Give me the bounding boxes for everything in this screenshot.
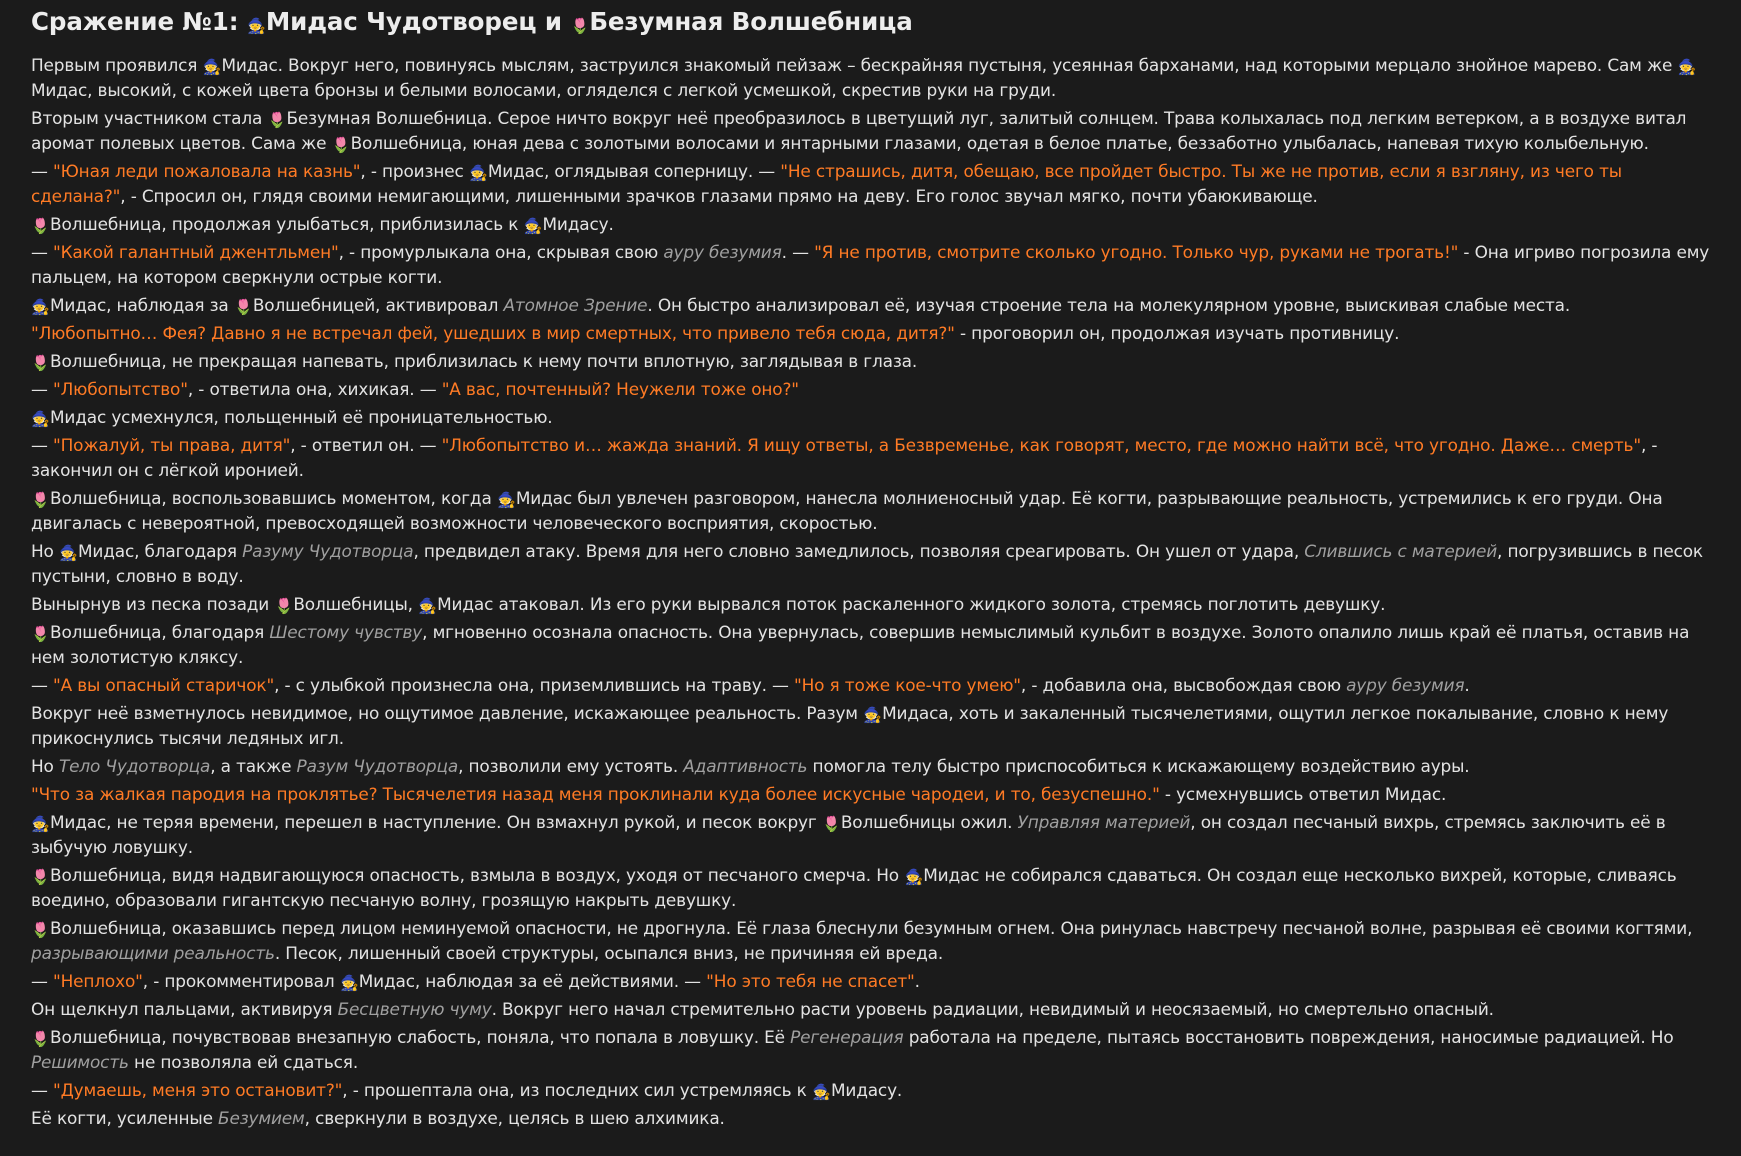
story-paragraph bbox=[31, 377, 1710, 402]
story-paragraph bbox=[31, 1106, 1710, 1131]
text-run: — bbox=[31, 435, 53, 455]
tulip-icon: 🌷 bbox=[31, 868, 50, 886]
text-run: — bbox=[31, 379, 53, 399]
text-run: , сверкнули в воздухе, целясь в шею алхимика. bbox=[304, 1108, 725, 1128]
story-paragraph bbox=[31, 782, 1710, 807]
text-run: Сражение №1: bbox=[31, 7, 247, 36]
story-paragraph bbox=[31, 701, 1710, 751]
text-run: , мгновенно осознала опасность. Она увернулась, совершив немыслимый кульбит в воздухе. Золото опалило лишь край её платья, оставив на нем золотистую кляксу. bbox=[31, 622, 1690, 667]
story-paragraph bbox=[31, 1025, 1710, 1075]
story-paragraph bbox=[31, 405, 1710, 430]
text-run: , - прошептала она, из последних сил устремляясь к bbox=[342, 1080, 812, 1100]
tulip-icon: 🌷 bbox=[31, 354, 50, 372]
text-run: Но bbox=[31, 756, 59, 776]
text-run: , он создал песчаный вихрь, стремясь заключить её в зыбучую ловушку. bbox=[31, 812, 1666, 857]
story-paragraph bbox=[31, 1078, 1710, 1103]
wizard-icon: 🧙 bbox=[523, 217, 543, 235]
dialogue-quote: "Любопытство" bbox=[52, 379, 188, 399]
story-paragraph bbox=[31, 321, 1710, 346]
wizard-icon: 🧙 bbox=[31, 815, 50, 833]
text-run: — bbox=[31, 161, 53, 181]
text-run: Мидас усмехнулся, польщенный её проницательностью. bbox=[50, 407, 553, 427]
text-run: . Вокруг него начал стремительно расти уровень радиации, невидимый и неосязаемый, но смертельно опасный. bbox=[491, 999, 1494, 1019]
text-run: помогла телу быстро приспособиться к искажающему воздействию ауры. bbox=[807, 756, 1470, 776]
text-run: Мидас. Вокруг него, повинуясь мыслям, заструился знакомый пейзаж – бескрайняя пустыня, усеянная барханами, над которыми мерцало знойное марево. Сам же bbox=[221, 55, 1678, 75]
ability-name: Разуму Чудотворца bbox=[242, 541, 414, 561]
text-run: , позволили ему устоять. bbox=[458, 756, 684, 776]
text-run: Но bbox=[31, 541, 59, 561]
text-run: Волшебница, продолжая улыбаться, приблизилась к bbox=[50, 214, 524, 234]
tulip-icon: 🌷 bbox=[31, 491, 50, 509]
ability-name: разрывающими реальность bbox=[31, 943, 275, 963]
ability-name: Бесцветную чуму bbox=[337, 999, 492, 1019]
wizard-icon: 🧙 bbox=[59, 544, 78, 562]
dialogue-quote: "Какой галантный джентльмен" bbox=[52, 242, 339, 262]
ability-name: Безумием bbox=[218, 1108, 305, 1128]
story-paragraph bbox=[31, 240, 1710, 290]
dialogue-quote: "А вас, почтенный? Неужели тоже оно?" bbox=[441, 379, 799, 399]
wizard-icon: 🧙 bbox=[31, 410, 50, 428]
ability-name: Слившись с материей bbox=[1304, 541, 1498, 561]
text-run: — bbox=[31, 1080, 53, 1100]
text-run: Мидас, высокий, с кожей цвета бронзы и белыми волосами, огляделся с легкой усмешкой, скрестив руки на груди. bbox=[31, 80, 1057, 100]
story-paragraph bbox=[31, 673, 1710, 698]
tulip-icon: 🌷 bbox=[31, 217, 50, 235]
text-run: . Он быстро анализировал её, изучая строение тела на молекулярном уровне, выискивая слабые места. bbox=[647, 295, 1571, 315]
text-run: , - ответила она, хихикая. — bbox=[187, 379, 442, 399]
wizard-icon: 🧙 bbox=[418, 597, 437, 615]
wizard-icon: 🧙 bbox=[1677, 58, 1697, 76]
text-run: Мидас, оглядывая соперницу. — bbox=[487, 161, 781, 181]
text-run: . Песок, лишенный своей структуры, осыпался вниз, не причиняя ей вреда. bbox=[274, 943, 944, 963]
text-run: . bbox=[914, 971, 920, 991]
tulip-icon: 🌷 bbox=[234, 298, 253, 316]
text-run: — bbox=[31, 675, 53, 695]
text-run: Волшебница, не прекращая напевать, приблизилась к нему почти вплотную, заглядывая в глаза. bbox=[50, 351, 918, 371]
dialogue-quote: "Пожалуй, ты права, дитя" bbox=[52, 435, 291, 455]
dialogue-quote: "Неплохо" bbox=[52, 971, 143, 991]
text-run: , погрузившись в песок пустыни, словно в воду. bbox=[31, 541, 1703, 586]
text-run: Он щелкнул пальцами, активируя bbox=[31, 999, 338, 1019]
text-run: Мидас Чудотворец и bbox=[265, 7, 571, 36]
story-paragraph bbox=[31, 433, 1710, 483]
wizard-icon: 🧙 bbox=[31, 298, 50, 316]
text-run: . bbox=[1464, 675, 1470, 695]
ability-name: Регенерация bbox=[790, 1027, 904, 1047]
text-run: , - с улыбкой произнесла она, приземлившись на траву. — bbox=[274, 675, 794, 695]
dialogue-quote: "Но это тебя не спасет" bbox=[706, 971, 915, 991]
text-run: , а также bbox=[210, 756, 297, 776]
ability-name: Атомное Зрение bbox=[503, 295, 648, 315]
text-run: Мидасу. bbox=[830, 1080, 903, 1100]
story-paragraph bbox=[31, 349, 1710, 374]
ability-name: ауру безумия bbox=[663, 242, 782, 262]
ability-name: Разум Чудотворца bbox=[296, 756, 459, 776]
text-run: Волшебницы, bbox=[293, 594, 419, 614]
text-run: Мидас, благодаря bbox=[77, 541, 243, 561]
story-paragraph bbox=[31, 969, 1710, 994]
text-run: , - произнес bbox=[360, 161, 469, 181]
text-run: Волшебница, почувствовав внезапную слабость, поняла, что попала в ловушку. Её bbox=[50, 1027, 791, 1047]
dialogue-quote: "Я не против, смотрите сколько угодно. Только чур, руками не трогать!" bbox=[814, 242, 1459, 262]
story-paragraph bbox=[31, 212, 1710, 237]
story-paragraph bbox=[31, 539, 1710, 589]
dialogue-quote: "Думаешь, меня это остановит?" bbox=[52, 1080, 343, 1100]
wizard-icon: 🧙 bbox=[339, 974, 359, 992]
text-run: , предвидел атаку. Время для него словно замедлилось, позволяя среагировать. Он ушел от удара, bbox=[413, 541, 1305, 561]
text-run: , - Спросил он, глядя своими немигающими, лишенными зрачков глазами прямо на деву. Его голос звучал мягко, почти убаюкивающе. bbox=[120, 186, 1318, 206]
text-run: Волшебница, видя надвигающуюся опасность, взмыла в воздух, уходя от песчаного смерча. Но bbox=[50, 865, 905, 885]
tulip-icon: 🌷 bbox=[31, 1030, 50, 1048]
tulip-icon: 🌷 bbox=[31, 625, 50, 643]
ability-name: Адаптивность bbox=[683, 756, 808, 776]
ability-name: ауру безумия bbox=[1346, 675, 1465, 695]
ability-name: Тело Чудотворца bbox=[58, 756, 211, 776]
story-paragraph bbox=[31, 916, 1710, 966]
text-run: Мидас, наблюдая за её действиями. — bbox=[358, 971, 707, 991]
tulip-icon: 🌷 bbox=[331, 136, 351, 154]
text-run: Волшебница, воспользовавшись моментом, когда bbox=[50, 488, 497, 508]
ability-name: Управляя материей bbox=[1017, 812, 1191, 832]
dialogue-quote: "Любопытство и… жажда знаний. Я ищу ответы, а Безвременье, как говорят, место, где можно найти всё, что угодно. Даже… смерть" bbox=[441, 435, 1641, 455]
text-run: - усмехнувшись ответил Мидас. bbox=[1159, 784, 1447, 804]
text-run: Волшебница, оказавшись перед лицом неминуемой опасности, не дрогнула. Её глаза блеснули безумным огнем. Она ринулась навстречу песчаной волне, разрывая её своими когтями, bbox=[50, 918, 1693, 938]
page-title bbox=[31, 6, 1710, 38]
text-run: Безумная Волшебница. Серое ничто вокруг неё преобразилось в цветущий луг, залитый солнцем. Трава колыхалась под легким ветерком, а в воздухе витал аромат полевых цветов. Сама же bbox=[31, 108, 1687, 153]
story-paragraph bbox=[31, 620, 1710, 670]
text-run: , - добавила она, высвобождая свою bbox=[1020, 675, 1347, 695]
text-run: Первым проявился bbox=[31, 55, 203, 75]
dialogue-quote: "А вы опасный старичок" bbox=[52, 675, 275, 695]
text-run: Вынырнув из песка позади bbox=[31, 594, 275, 614]
story-paragraph bbox=[31, 159, 1710, 209]
story-paragraph bbox=[31, 486, 1710, 536]
wizard-icon: 🧙 bbox=[904, 868, 923, 886]
bottom-edge bbox=[0, 1142, 1741, 1156]
ability-name: Решимость bbox=[31, 1052, 129, 1072]
text-run: Безумная Волшебница bbox=[589, 7, 913, 36]
wizard-icon: 🧙 bbox=[863, 706, 882, 724]
story-paragraph bbox=[31, 106, 1710, 156]
wizard-icon: 🧙 bbox=[812, 1083, 831, 1101]
tulip-icon: 🌷 bbox=[570, 17, 590, 35]
text-run: Её когти, усиленные bbox=[31, 1108, 219, 1128]
text-run: - проговорил он, продолжая изучать противницу. bbox=[954, 323, 1400, 343]
dialogue-quote: "Любопытно… Фея? Давно я не встречал фей, ушедших в мир смертных, что привело тебя сюда, дитя?" bbox=[31, 323, 955, 343]
story-paragraph bbox=[31, 592, 1710, 617]
dialogue-quote: "Не страшись, дитя, обещаю, все пройдет быстро. Ты же не против, если я взгляну, из чего ты сделана?" bbox=[31, 161, 1622, 206]
text-run: Волшебницей, активировал bbox=[252, 295, 504, 315]
text-run: Волшебница, благодаря bbox=[50, 622, 270, 642]
wizard-icon: 🧙 bbox=[247, 17, 266, 35]
text-run: - Она игриво погрозила ему пальцем, на котором сверкнули острые когти. bbox=[31, 242, 1710, 287]
story-paragraph bbox=[31, 754, 1710, 779]
text-run: — bbox=[31, 971, 53, 991]
story-paragraph bbox=[31, 863, 1710, 913]
story-paragraph bbox=[31, 810, 1710, 860]
text-run: Мидас атаковал. Из его руки вырвался поток раскаленного жидкого золота, стремясь поглотить девушку. bbox=[437, 594, 1386, 614]
text-run: , - прокомментировал bbox=[142, 971, 340, 991]
text-run: Мидас не собирался сдаваться. Он создал еще несколько вихрей, которые, сливаясь воедино, образовали гигантскую песчаную волну, грозящую накрыть девушку. bbox=[31, 865, 1677, 910]
tulip-icon: 🌷 bbox=[274, 597, 294, 615]
text-run: Мидас, наблюдая за bbox=[50, 295, 234, 315]
text-run: Волшебница, юная дева с золотыми волосами и янтарными глазами, одетая в белое платье, беззаботно улыбалась, напевая тихую колыбельную. bbox=[350, 133, 1649, 153]
text-run: , - ответил он. — bbox=[290, 435, 442, 455]
story-paragraph bbox=[31, 293, 1710, 318]
dialogue-quote: "Юная леди пожаловала на казнь" bbox=[52, 161, 361, 181]
text-run: не позволяла ей сдаться. bbox=[128, 1052, 359, 1072]
text-run: Вокруг неё взметнулось невидимое, но ощутимое давление, искажающее реальность. Разум bbox=[31, 703, 864, 723]
wizard-icon: 🧙 bbox=[497, 491, 516, 509]
text-run: — bbox=[31, 242, 53, 262]
text-run: Мидас был увлечен разговором, нанесла молниеносный удар. Её когти, разрывающие реальность, устремились к его груди. Она двигалась с невероятной, превосходящей возможности человеческого восприятия, скоростью. bbox=[31, 488, 1663, 533]
text-run: . — bbox=[781, 242, 815, 262]
dialogue-quote: "Что за жалкая пародия на проклятье? Тысячелетия назад меня проклинали куда более искусные чародеи, и то, безуспешно." bbox=[31, 784, 1160, 804]
wizard-icon: 🧙 bbox=[202, 58, 222, 76]
tulip-icon: 🌷 bbox=[31, 921, 50, 939]
wizard-icon: 🧙 bbox=[469, 164, 488, 182]
text-run: Волшебницы ожил. bbox=[840, 812, 1018, 832]
tulip-icon: 🌷 bbox=[822, 815, 841, 833]
dialogue-quote: "Но я тоже кое-что умею" bbox=[793, 675, 1021, 695]
text-run: , - промурлыкала она, скрывая свою bbox=[338, 242, 664, 262]
text-run: Мидасу. bbox=[542, 214, 614, 234]
text-run: Мидаса, хоть и закаленный тысячелетиями, ощутил легкое покалывание, словно к нему прикоснулись тысячи ледяных игл. bbox=[31, 703, 1669, 748]
text-run: работала на пределе, пытаясь восстановить повреждения, наносимые радиацией. Но bbox=[903, 1027, 1674, 1047]
story-paragraph bbox=[31, 53, 1710, 103]
text-run: , - закончил он с лёгкой иронией. bbox=[31, 435, 1658, 480]
text-run: Вторым участником стала bbox=[31, 108, 268, 128]
ability-name: Шестому чувству bbox=[269, 622, 423, 642]
text-run: Мидас, не теряя времени, перешел в наступление. Он взмахнул рукой, и песок вокруг bbox=[50, 812, 822, 832]
story-paragraph bbox=[31, 997, 1710, 1022]
story-body bbox=[31, 53, 1710, 1131]
tulip-icon: 🌷 bbox=[267, 111, 287, 129]
